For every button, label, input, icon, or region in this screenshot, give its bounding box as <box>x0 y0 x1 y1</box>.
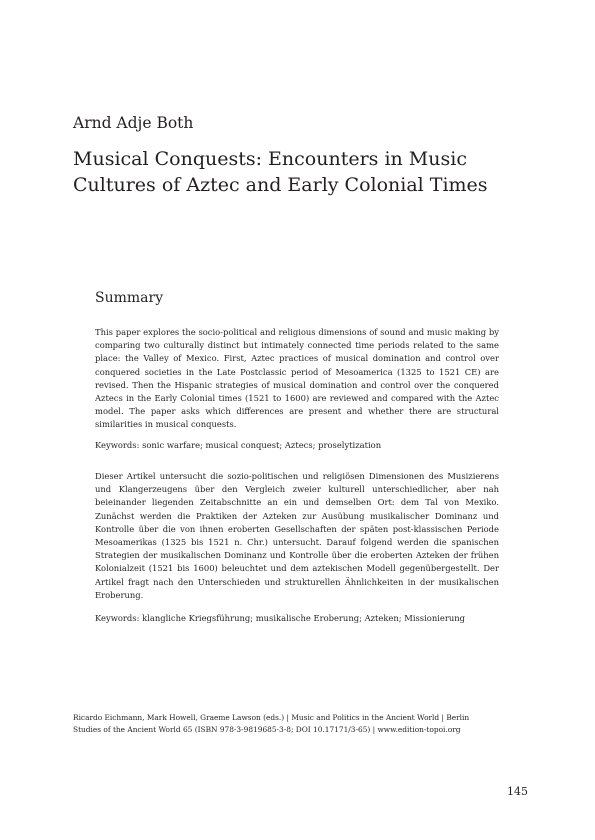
abstract-english: This paper explores the socio-political and religious dimensions of sound and music making by comparing two culturally distinct but intimately connected time periods related to the same place: the Valley of Mexico. First, Aztec practices of musical domination and control over conquered societies in the Late Postclassic period of Mesoamerica (1325 to 1521 CE) are revised. Then the Hispanic strategies of musical domination and control over the conquered Aztecs in the Early Colonial times (1521 to 1600) are reviewed and compared with the Aztec model. The paper asks which differences are present and whether there are structural similarities in musical conquests. <box>95 327 499 430</box>
keywords-english: Keywords: sonic warfare; musical conquest; Aztecs; proselytization <box>95 440 382 450</box>
paper-title: Musical Conquests: Encounters in Music Cultures of Aztec and Early Colonial Times <box>73 148 488 196</box>
page-number: 145 <box>507 785 528 798</box>
citation-footer: Ricardo Eichmann, Mark Howell, Graeme Lawson (eds.) | Music and Politics in the Ancient World | Berlin Studies of the Ancient World 65 (ISBN 978-3-9819685-3-8; DOI 10.17171/3-65) | www.edition-topoi.org <box>73 713 470 735</box>
abstract-german: Dieser Artikel untersucht die sozio-politischen und religiösen Dimensionen des Musizierens und Klangerzeugens über den Vergleich zweier kulturell unterschiedlicher, aber nah beieinander liegenden Zeitabschnitte an ein und demselben Ort: dem Tal von Mexiko. Zunächst werden die Praktiken der Azteken zur Ausübung musikalischer Dominanz und Kontrolle über die von ihnen eroberten Gesellschaften der späten post-klassischen Periode Mesoamerikas (1325 bis 1521 n. Chr.) untersucht. Darauf folgend werden die spanischen Strategien der musikalischen Dominanz und Kontrolle über die eroberten Azteken der frühen Kolonialzeit (1521 bis 1600) beleuchtet und dem aztekischen Modell gegenübergestellt. Der Artikel fragt nach den Unterschieden und strukturellen Ähnlichkeiten in der musikalischen Eroberung. <box>95 471 499 600</box>
keywords-german: Keywords: klangliche Kriegsführung; musikalische Eroberung; Azteken; Missionierung <box>95 613 466 623</box>
summary-heading: Summary <box>95 290 164 306</box>
author-name: Arnd Adje Both <box>73 114 194 132</box>
